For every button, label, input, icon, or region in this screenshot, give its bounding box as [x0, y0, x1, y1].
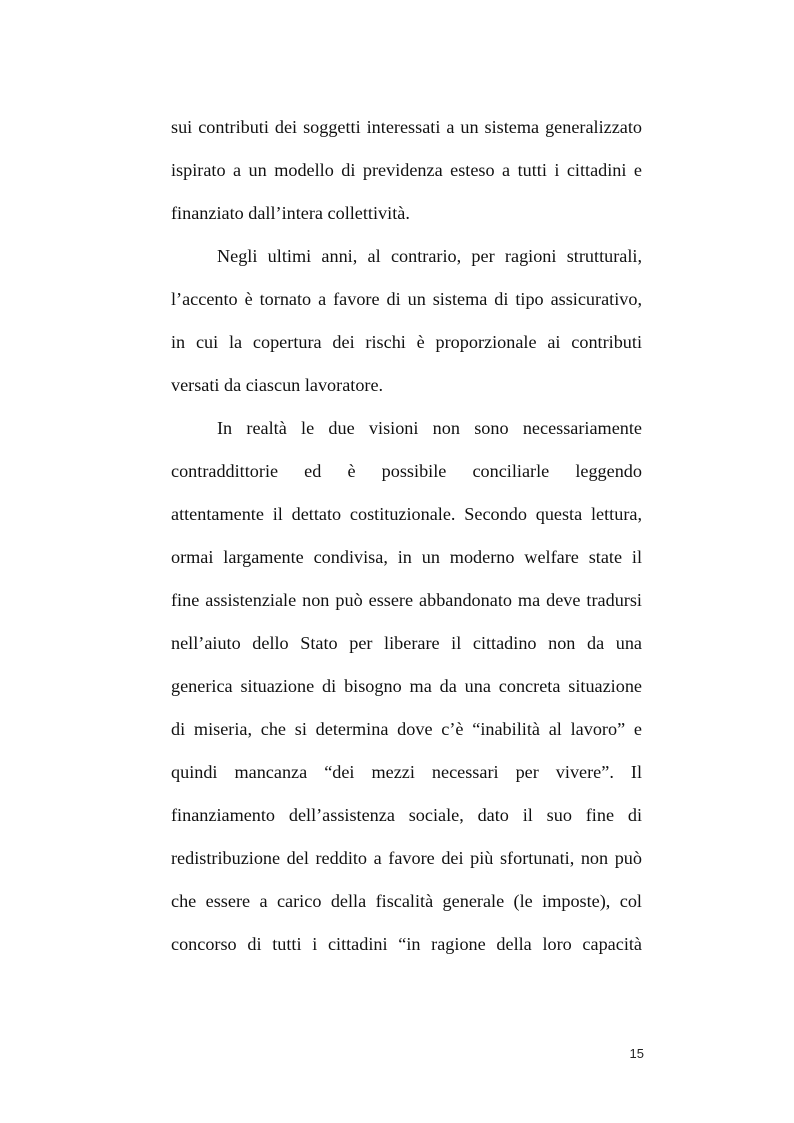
text-line: versati da ciascun lavoratore.: [171, 375, 384, 395]
text-line: In realtà le due visioni non sono necessariamente: [217, 418, 642, 438]
text-line: concorso di tutti i cittadini “in ragione della loro capacità: [171, 934, 642, 954]
text-line: sui contributi dei soggetti interessati a un sistema generalizzato: [171, 117, 642, 137]
body-text: [171, 109, 642, 969]
page-number: 15: [629, 1046, 644, 1061]
text-line: attentamente il dettato costituzionale. Secondo questa lettura,: [171, 504, 642, 524]
text-line: finanziato dall’intera collettività.: [171, 203, 410, 223]
text-line: in cui la copertura dei rischi è proporzionale ai contributi: [171, 332, 642, 352]
text-line: quindi mancanza “dei mezzi necessari per vivere”. Il: [171, 762, 642, 782]
text-line: Negli ultimi anni, al contrario, per ragioni strutturali,: [217, 246, 642, 266]
text-line: fine assistenziale non può essere abbandonato ma deve tradursi: [171, 590, 642, 610]
text-line: ormai largamente condivisa, in un moderno welfare state il: [171, 547, 642, 567]
text-line: l’accento è tornato a favore di un sistema di tipo assicurativo,: [171, 289, 642, 309]
text-line: generica situazione di bisogno ma da una concreta situazione: [171, 676, 642, 696]
text-line: di miseria, che si determina dove c’è “inabilità al lavoro” e: [171, 719, 642, 739]
text-line: redistribuzione del reddito a favore dei più sfortunati, non può: [171, 848, 642, 868]
text-line: finanziamento dell’assistenza sociale, dato il suo fine di: [171, 805, 642, 825]
text-line: ispirato a un modello di previdenza esteso a tutti i cittadini e: [171, 160, 642, 180]
text-line: contraddittorie ed è possibile conciliarle leggendo: [171, 461, 642, 481]
text-line: che essere a carico della fiscalità generale (le imposte), col: [171, 891, 642, 911]
text-line: nell’aiuto dello Stato per liberare il cittadino non da una: [171, 633, 642, 653]
